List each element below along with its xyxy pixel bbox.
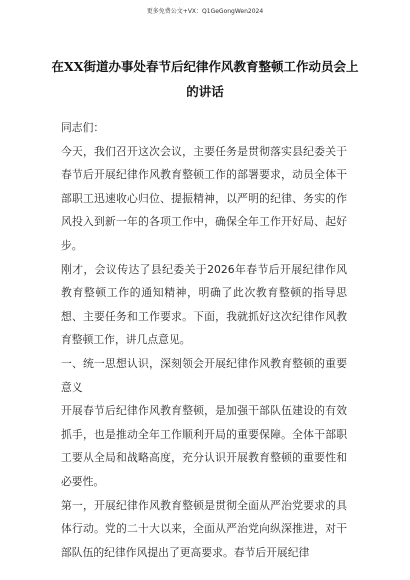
document-title: 在XX街道办事处春节后纪律作风教育整顿工作动员会上的讲话 bbox=[51, 59, 359, 99]
paragraph-3: 开展春节后纪律作风教育整顿，是加强干部队伍建设的有效抓手，也是推动全年工作顺利开局的重要保障。全体干部职工要从全局和战略高度，充分认识开展教育整顿的重要性和必要性。 bbox=[61, 404, 347, 488]
header-note: 更多免费公文+VX：Q1GeGongWen2024 bbox=[146, 8, 264, 15]
paragraph-1: 今天，我们召开这次会议，主要任务是贯彻落实县纪委关于春节后开展纪律作风教育整顿工作的部署要求，动员全体干部职工迅速收心归位、提振精神，以严明的纪律、务实的作风投入到新一年的各项工作中，确保全年工作开好局、起好步。 bbox=[61, 144, 347, 252]
paragraph-2: 刚才，会议传达了县纪委关于2026年春节后开展纪律作风教育整顿工作的通知精神，明确了此次教育整顿的指导思想、主要任务和工作要求。下面，我就抓好这次纪律作风教育整顿工作，讲几点意见。 bbox=[61, 262, 347, 347]
salutation: 同志们： bbox=[61, 121, 105, 134]
section-heading-1: 一、统一思想认识，深刻领会开展纪律作风教育整顿的重要意义 bbox=[61, 356, 347, 394]
paragraph-4: 第一，开展纪律作风教育整顿是贯彻全面从严治党要求的具体行动。党的二十大以来，全面从严治党向纵深推进，对干部队伍的纪律作风提出了更高要求。春节后开展纪律 bbox=[61, 498, 347, 559]
document-body bbox=[61, 116, 347, 564]
